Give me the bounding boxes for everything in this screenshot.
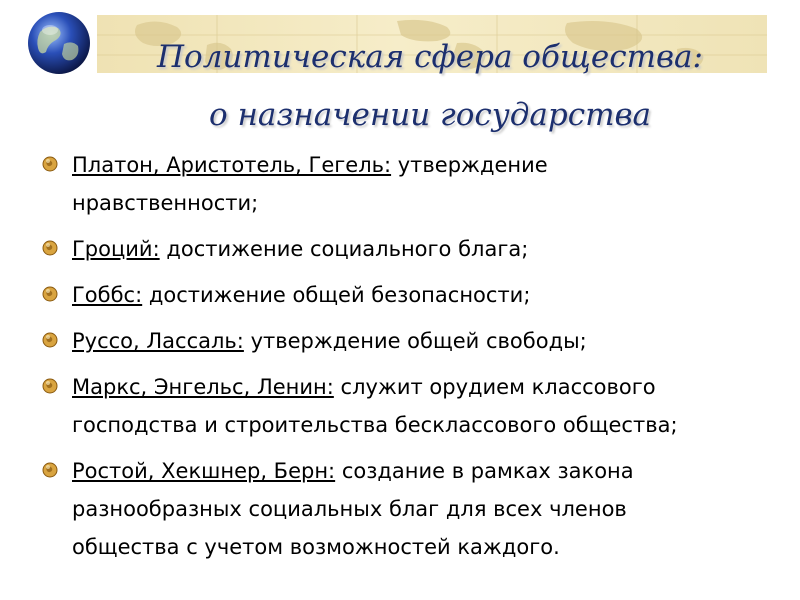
list-item (40, 452, 740, 566)
bullet-names: Ростой, Хекшнер, Берн: (72, 459, 336, 483)
list-item (40, 230, 740, 268)
bullet-text: служит орудием классового господства и строительства бесклассового общества; (72, 375, 678, 437)
bullet-names: Гроций: (72, 237, 160, 261)
bullet-names: Платон, Аристотель, Гегель: (72, 153, 392, 177)
bullet-names: Гоббс: (72, 283, 143, 307)
slide-title (100, 28, 760, 144)
bullet-text: утверждение общей свободы; (243, 329, 587, 353)
bullet-names: Руссо, Лассаль: (72, 329, 244, 353)
globe-bullet-icon (42, 462, 58, 478)
globe-bullet-icon (42, 240, 58, 256)
bullet-text: создание в рамках закона разнообразных социальных благ для всех членов общества с учетом возможностей каждого. (72, 459, 634, 559)
list-item (40, 146, 740, 222)
list-item (40, 368, 740, 444)
bullet-text: достижение общей безопасности; (142, 283, 531, 307)
bullet-list (40, 146, 740, 574)
globe-bullet-icon (42, 378, 58, 394)
bullet-text: достижение социального блага; (159, 237, 529, 261)
globe-bullet-icon (42, 156, 58, 172)
title-line-1: Политическая сфера общества: (157, 39, 703, 75)
globe-icon (26, 10, 92, 76)
bullet-names: Маркс, Энгельс, Ленин: (72, 375, 334, 399)
bullet-text: утверждение нравственности; (72, 153, 548, 215)
globe-bullet-icon (42, 332, 58, 348)
list-item (40, 322, 740, 360)
list-item (40, 276, 740, 314)
title-line-2: о назначении государства (209, 97, 651, 133)
globe-bullet-icon (42, 286, 58, 302)
